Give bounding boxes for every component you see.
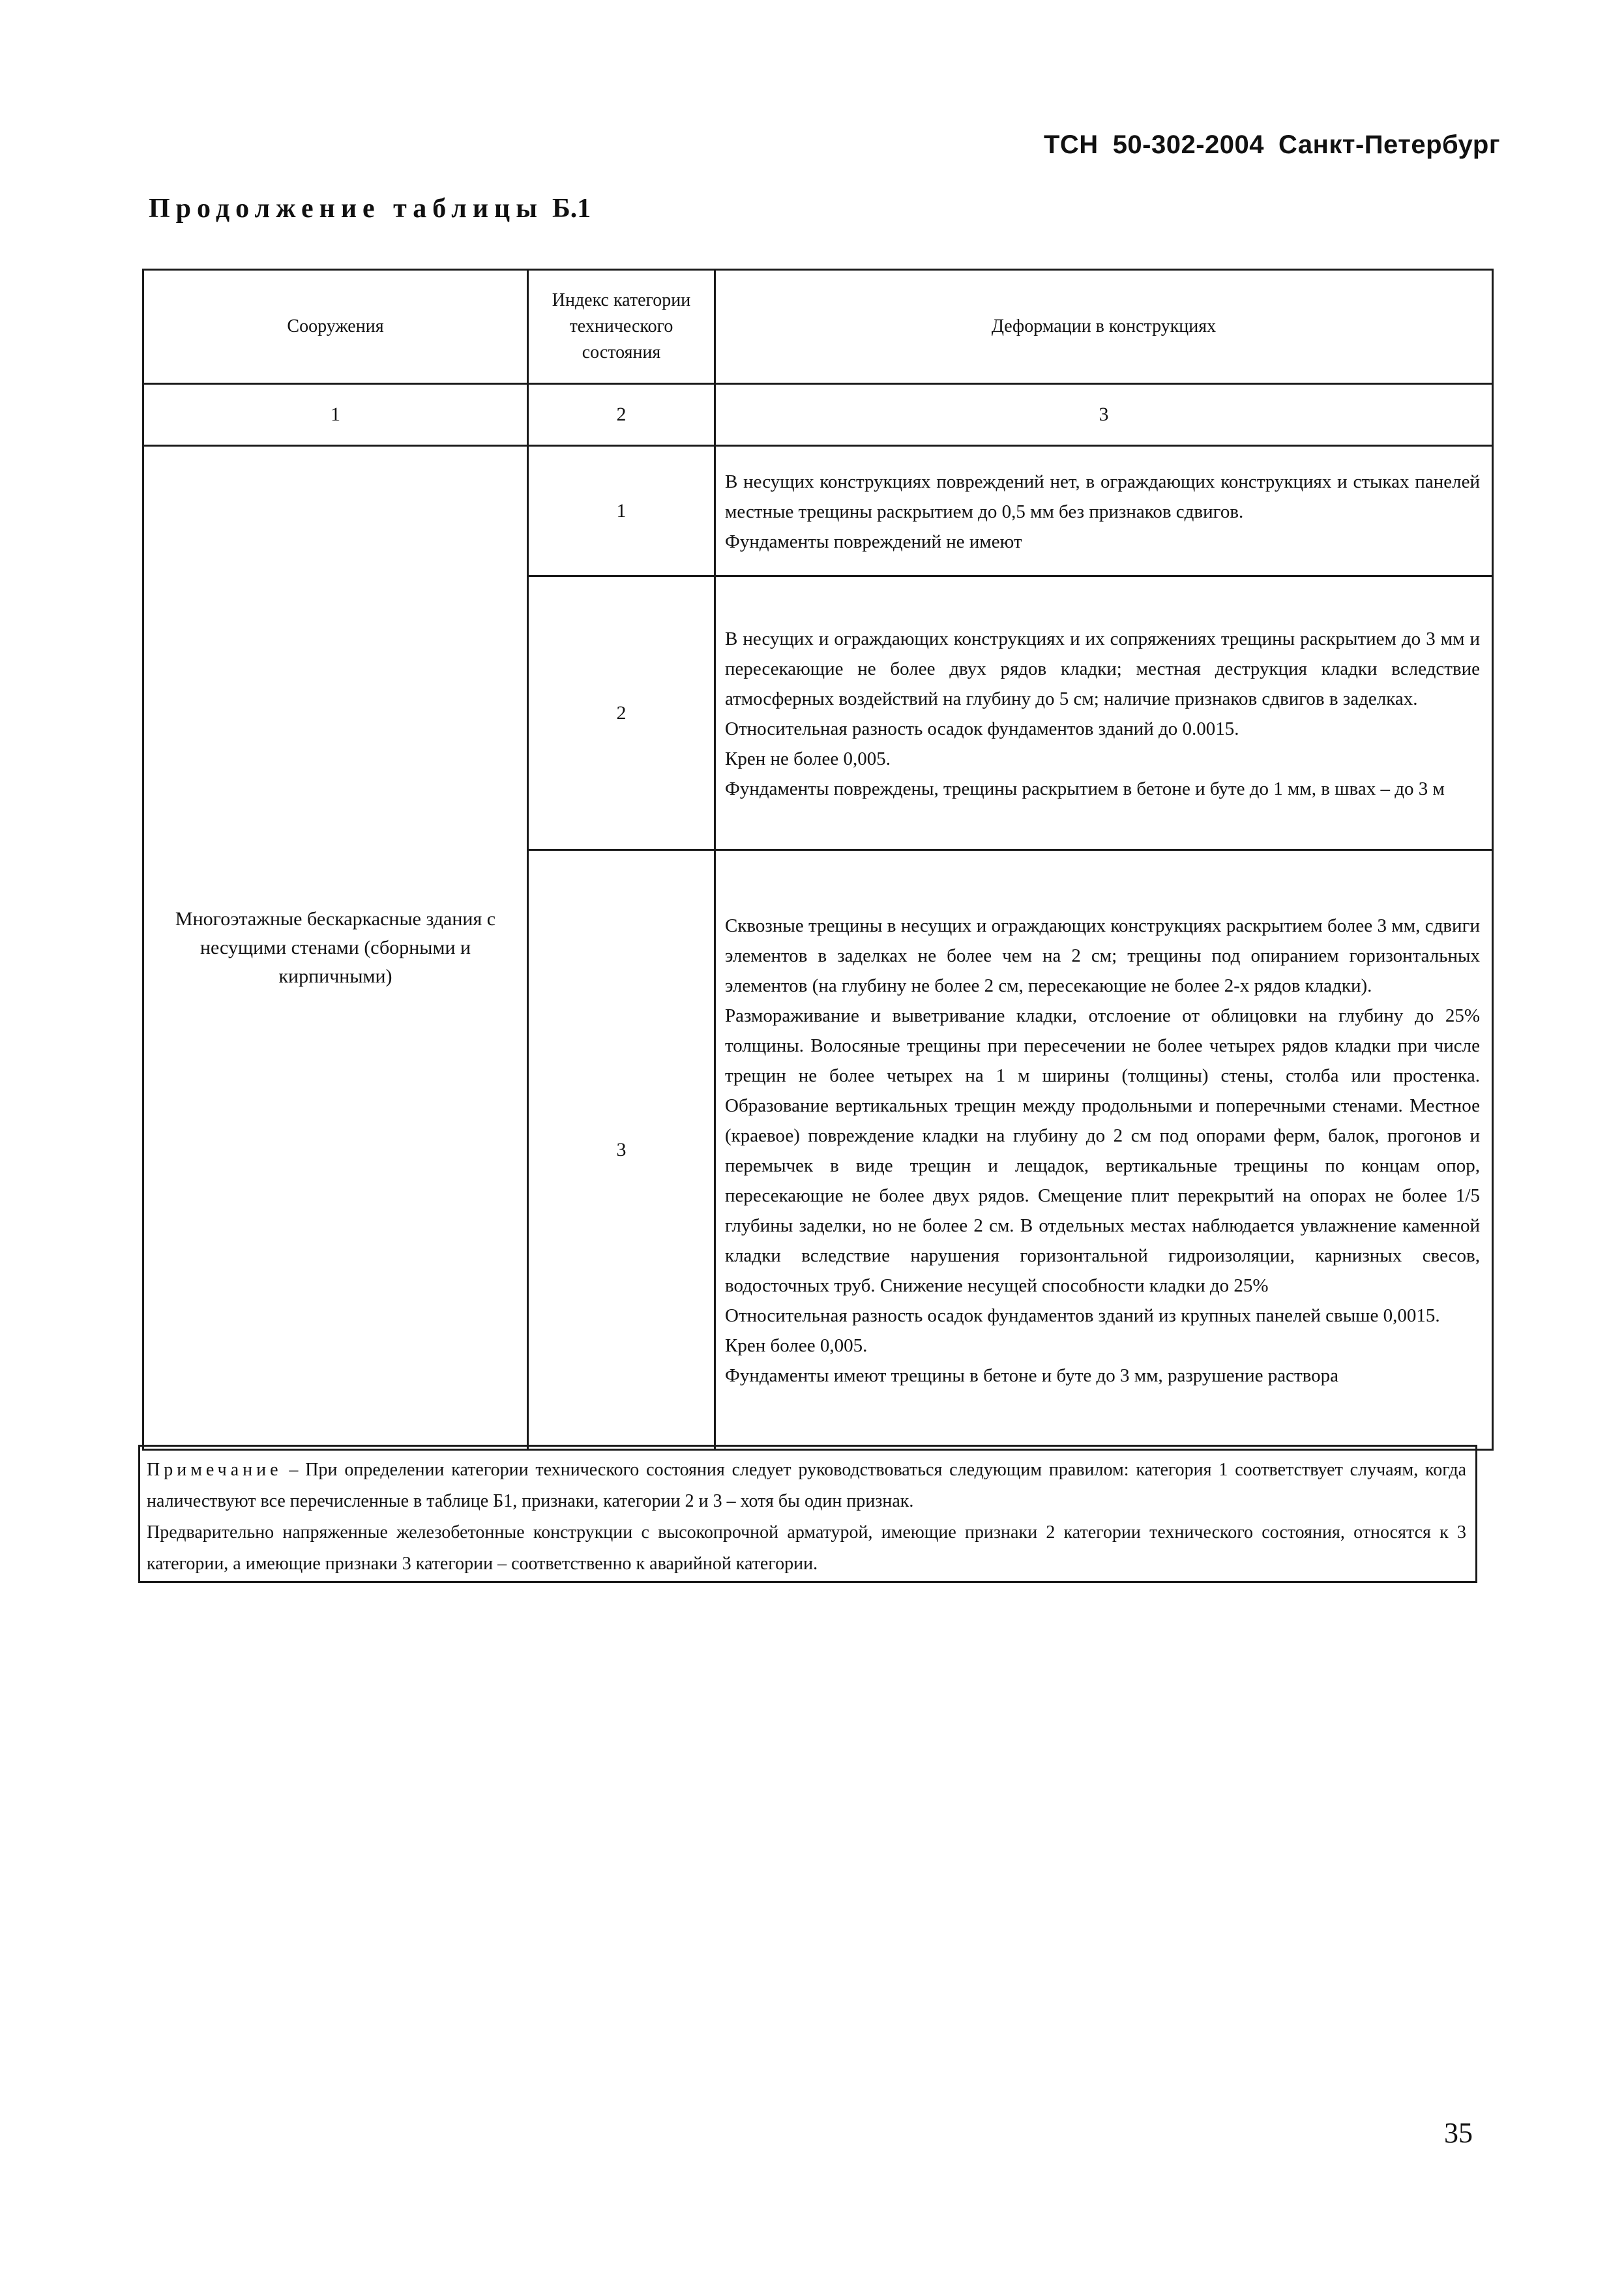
category-index-cell: 2 (528, 576, 715, 850)
note-paragraph (147, 1455, 1466, 1517)
doc-city: Санкт-Петербург (1278, 130, 1500, 159)
header-deformations: Деформации в конструкциях (715, 270, 1493, 384)
caption-text: Продолжение таблицы (149, 194, 544, 224)
deformation-description-cell (715, 446, 1493, 576)
document-header (1044, 130, 1500, 160)
deformation-description-cell (715, 576, 1493, 850)
note-paragraph-2: Предварительно напряженные железобетонные конструкции с высокопрочной арматурой, имеющие признаки 2 категории технического состояния, относятся к 3 категории, а имеющие признаки 3 категории – соответственно к аварийной категории. (147, 1522, 1466, 1574)
deformation-paragraph: В несущих конструкциях повреждений нет, в ограждающих конструкциях и стыках панелей местные трещины раскрытием до 0,5 мм без признаков сдвигов. (725, 471, 1480, 522)
deformation-description-cell (715, 850, 1493, 1450)
deformation-paragraph: Сквозные трещины в несущих и ограждающих конструкциях раскрытием более 3 мм, сдвиги элементов в заделках не более чем на 2 см; трещины под опиранием горизонтальных элементов (на глубину не более 2 см, пересекающие не более 2-х рядов кладки). (725, 915, 1480, 996)
column-number-row (143, 384, 1493, 446)
column-number-1: 1 (143, 384, 528, 446)
deformation-paragraph: В несущих и ограждающих конструкциях и их сопряжениях трещины раскрытием до 3 мм и пересекающие не более двух рядов кладки; местная деструкция кладки вследствие атмосферных воздействий на глубину до 5 см; наличие признаков сдвигов в заделках. (725, 628, 1480, 709)
category-index-cell: 1 (528, 446, 715, 576)
header-category-index: Индекс категории технического состояния (528, 270, 715, 384)
technical-condition-table (142, 269, 1494, 1451)
table-caption (149, 193, 591, 224)
note-label: Примечание (147, 1460, 282, 1480)
deformation-paragraph: Фундаменты повреждены, трещины раскрытием в бетоне и буте до 1 мм, в швах – до 3 м (725, 778, 1445, 799)
doc-code: ТСН (1043, 130, 1099, 159)
doc-number: 50-302-2004 (1112, 130, 1265, 159)
note-text-1: – При определении категории технического состояния следует руководствоваться следующим правилом: категория 1 соответствует случаям, когда наличествуют все перечисленные в таблице Б1, признаки, категории 2 и 3 – хотя бы один признак. (147, 1460, 1466, 1511)
column-number-2: 2 (528, 384, 715, 446)
table-row (143, 446, 1493, 576)
deformation-paragraph: Размораживание и выветривание кладки, отслоение от облицовки на глубину до 25% толщины. Волосяные трещины при пересечении не более четырех рядов кладки при числе трещин не более четырех на 1 м ширины (толщины) стены, столба или простенка. Образование вертикальных трещин между продольными и поперечными стенами. Местное (краевое) повреждение кладки на глубину до 2 см под опорами ферм, балок, прогонов и перемычек в виде трещин и лещадок, вертикальные трещины по концам опор, пересекающие не более двух рядов. Смещение плит перекрытий на опорах не более 1/5 глубины заделки, но не более 2 см. В отдельных местах наблюдается увлажнение каменной кладки вследствие нарушения горизонтальной гидроизоляции, карнизных свесов, водосточных труб. Снижение несущей способности кладки до 25% (725, 1005, 1480, 1296)
structure-type-cell: Многоэтажные бескаркасные здания с несущими стенами (сборными и кирпичными) (143, 446, 528, 1450)
table-note (138, 1445, 1477, 1583)
table-header-row (143, 270, 1493, 384)
page-number: 35 (1444, 2117, 1473, 2149)
column-number-3: 3 (715, 384, 1493, 446)
deformation-paragraph: Крен не более 0,005. (725, 748, 891, 769)
deformation-paragraph: Относительная разность осадок фундаментов зданий до 0.0015. (725, 718, 1239, 739)
deformation-paragraph: Крен более 0,005. (725, 1335, 868, 1356)
category-index-cell: 3 (528, 850, 715, 1450)
deformation-paragraph: Фундаменты имеют трещины в бетоне и буте до 3 мм, разрушение раствора (725, 1365, 1339, 1386)
caption-table-id: Б.1 (552, 194, 591, 224)
header-structures: Сооружения (143, 270, 528, 384)
deformation-paragraph: Относительная разность осадок фундаментов зданий из крупных панелей свыше 0,0015. (725, 1305, 1440, 1326)
deformation-paragraph: Фундаменты повреждений не имеют (725, 531, 1022, 552)
